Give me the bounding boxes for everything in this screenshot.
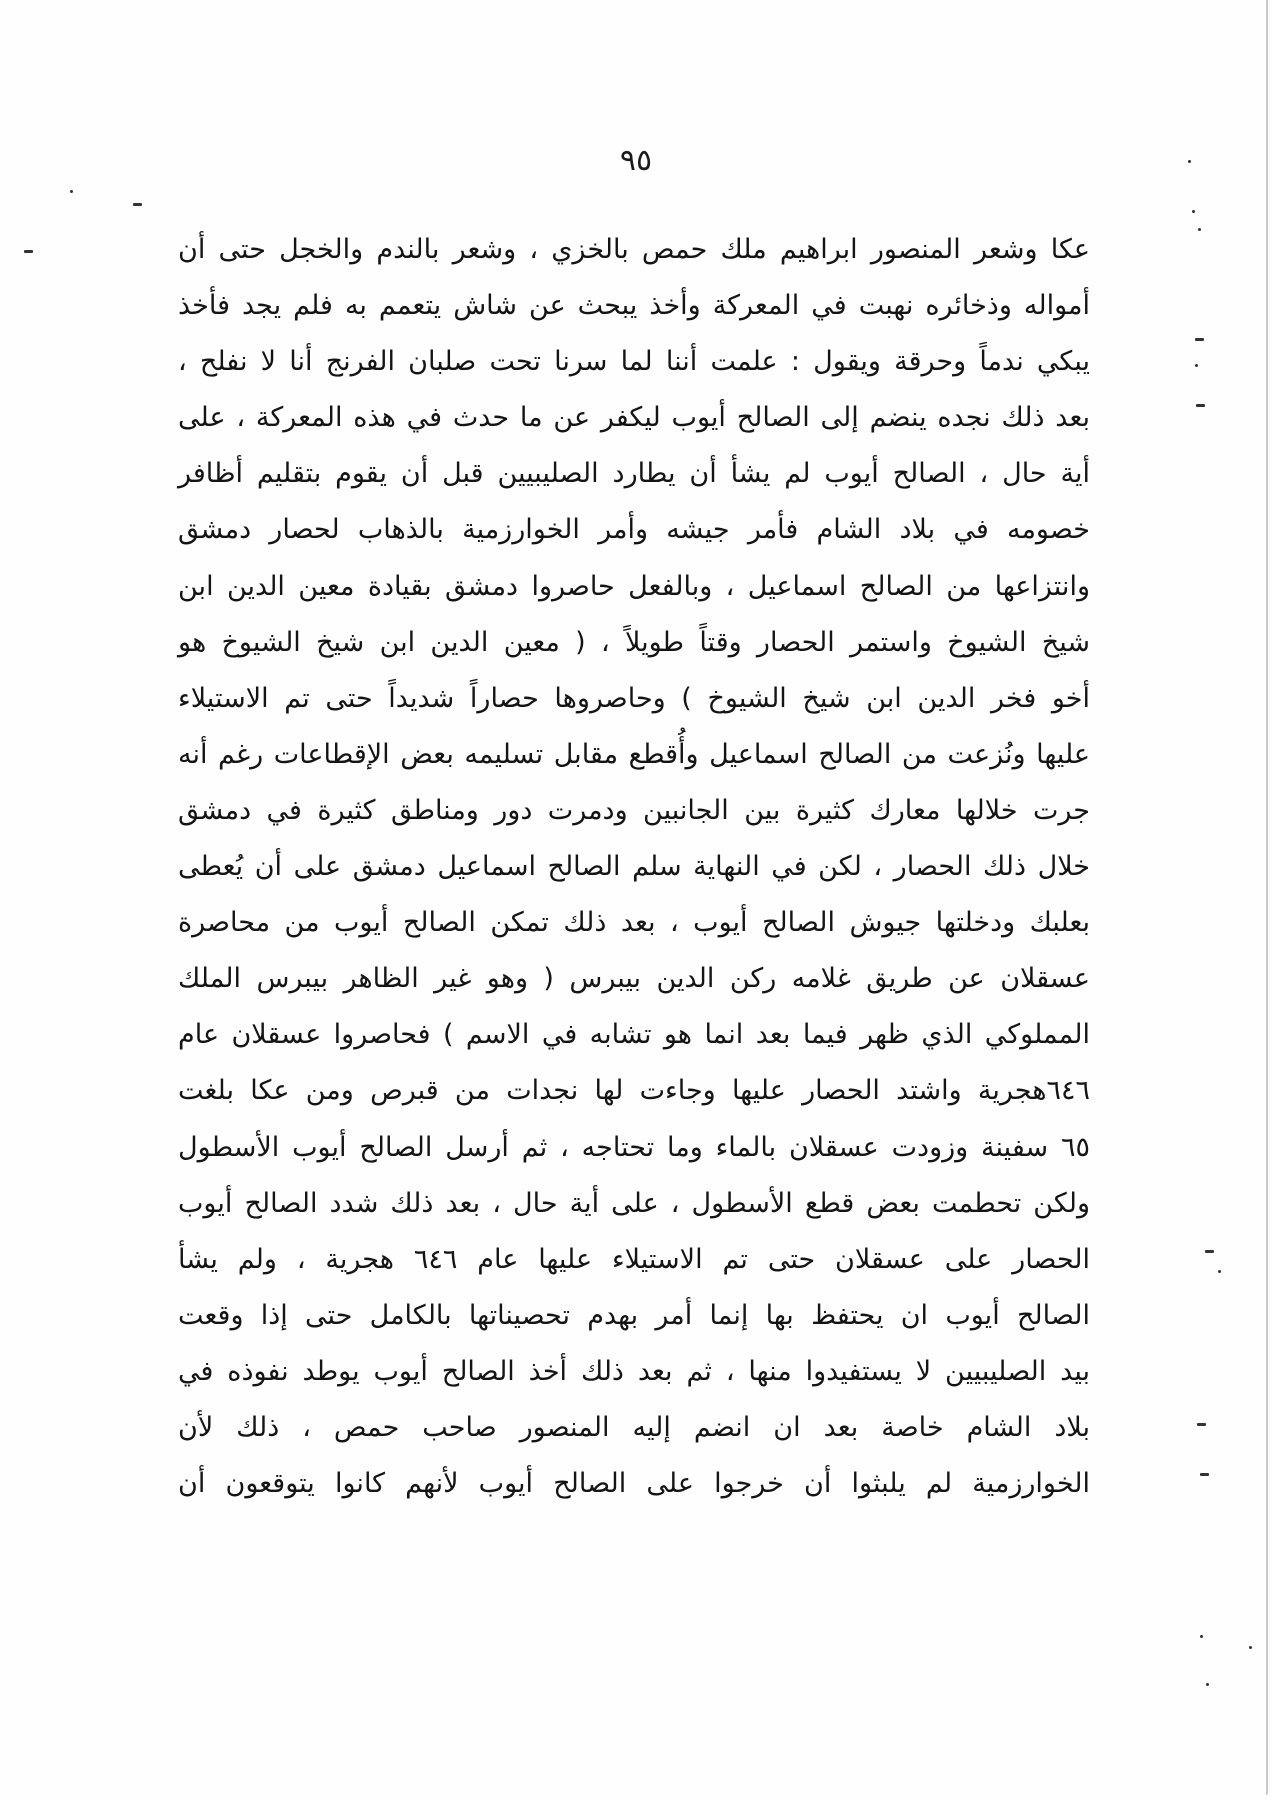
body-text [178, 222, 1090, 1512]
scan-speck [24, 250, 33, 253]
text-line: أخو فخر الدين ابن شيخ الشيوخ ) وحاصروها حصاراً شديداً حتى تم الاستيلاء [178, 682, 1090, 714]
page-number: ٩٥ [619, 143, 653, 178]
text-line: بيد الصليبيين لا يستفيدوا منها ، ثم بعد ذلك أخذ الصالح أيوب يوطد نفوذه في [178, 1355, 1090, 1387]
scan-speck [1198, 228, 1201, 231]
scan-speck [1206, 1683, 1209, 1686]
text-line: ولكن تحطمت بعض قطع الأسطول ، على أية حال ، بعد ذلك شدد الصالح أيوب [178, 1187, 1090, 1219]
page-edge-border [1266, 0, 1268, 1795]
text-line: الحصار على عسقلان حتى تم الاستيلاء عليها عام ٦٤٦ هجرية ، ولم يشأ [178, 1243, 1090, 1275]
text-line: المملوكي الذي ظهر فيما بعد انما هو تشابه في الاسم ) فحاصروا عسقلان عام [178, 1019, 1090, 1051]
text-line: خلال ذلك الحصار ، لكن في النهاية سلم الصالح اسماعيل دمشق على أن يُعطى [178, 851, 1090, 883]
scan-speck [1205, 1250, 1214, 1253]
text-line: الصالح أيوب ان يحتفظ بها إنما أمر بهدم تحصيناتها بالكامل حتى إذا وقعت [178, 1299, 1090, 1331]
text-line: خصومه في بلاد الشام فأمر جيشه وأمر الخوارزمية بالذهاب لحصار دمشق [178, 514, 1090, 546]
text-line: ٦٥ سفينة وزودت عسقلان بالماء وما تحتاجه ، ثم أرسل الصالح أيوب الأسطول [178, 1131, 1090, 1163]
text-line: جرت خلالها معارك كثيرة بين الجانبين ودمرت دور ومناطق كثيرة في دمشق [178, 794, 1090, 826]
scan-speck [1200, 1473, 1209, 1476]
text-line: عكا وشعر المنصور ابراهيم ملك حمص بالخزي ، وشعر بالندم والخجل حتى أن [178, 234, 1090, 265]
text-line: بعد ذلك نجده ينضم إلى الصالح أيوب ليكفر عن ما حدث في هذه المعركة ، على [178, 402, 1090, 434]
scan-speck [1192, 210, 1195, 213]
text-line: أمواله وذخائره نهبت في المعركة وأخذ يبحث عن شاش يتعمم به فلم يجد فأخذ [178, 290, 1090, 322]
text-line: يبكي ندماً وحرقة ويقول : علمت أننا لما سرنا تحت صلبان الفرنج أنا لا نفلح ، [178, 346, 1090, 378]
text-line: أية حال ، الصالح أيوب لم يشأ أن يطارد الصليبيين قبل أن يقوم بتقليم أظافر [178, 458, 1090, 490]
scan-speck [1197, 1423, 1206, 1426]
scan-speck [70, 190, 73, 193]
text-line: ٦٤٦هجرية واشتد الحصار عليها وجاءت لها نجدات من قبرص ومن عكا بلغت [178, 1075, 1090, 1107]
text-line: عليها ونُزعت من الصالح اسماعيل وأُقطع مقابل تسليمه بعض الإقطاعات رغم أنه [178, 738, 1090, 770]
text-line: شيخ الشيوخ واستمر الحصار وقتاً طويلاً ، ( معين الدين ابن شيخ الشيوخ هو [178, 626, 1090, 658]
text-line: بلاد الشام خاصة بعد ان انضم إليه المنصور صاحب حمص ، ذلك لأن [178, 1411, 1090, 1443]
scan-speck [1249, 1646, 1252, 1649]
scan-speck [1195, 338, 1204, 341]
scan-speck [133, 203, 142, 206]
text-line: الخوارزمية لم يلبثوا أن خرجوا على الصالح أيوب لأنهم كانوا يتوقعون أن [178, 1468, 1090, 1500]
scan-speck [1195, 364, 1198, 367]
scan-speck [1196, 404, 1205, 407]
text-line: بعلبك ودخلتها جيوش الصالح أيوب ، بعد ذلك تمكن الصالح أيوب من محاصرة [178, 907, 1090, 939]
text-line: عسقلان عن طريق غلامه ركن الدين بيبرس ( وهو غير الظاهر بيبرس الملك [178, 963, 1090, 995]
scan-speck [1218, 1270, 1221, 1273]
scan-speck [1188, 160, 1191, 163]
scan-speck [1200, 1635, 1203, 1638]
text-line: وانتزاعها من الصالح اسماعيل ، وبالفعل حاصروا دمشق بقيادة معين الدين ابن [178, 570, 1090, 602]
